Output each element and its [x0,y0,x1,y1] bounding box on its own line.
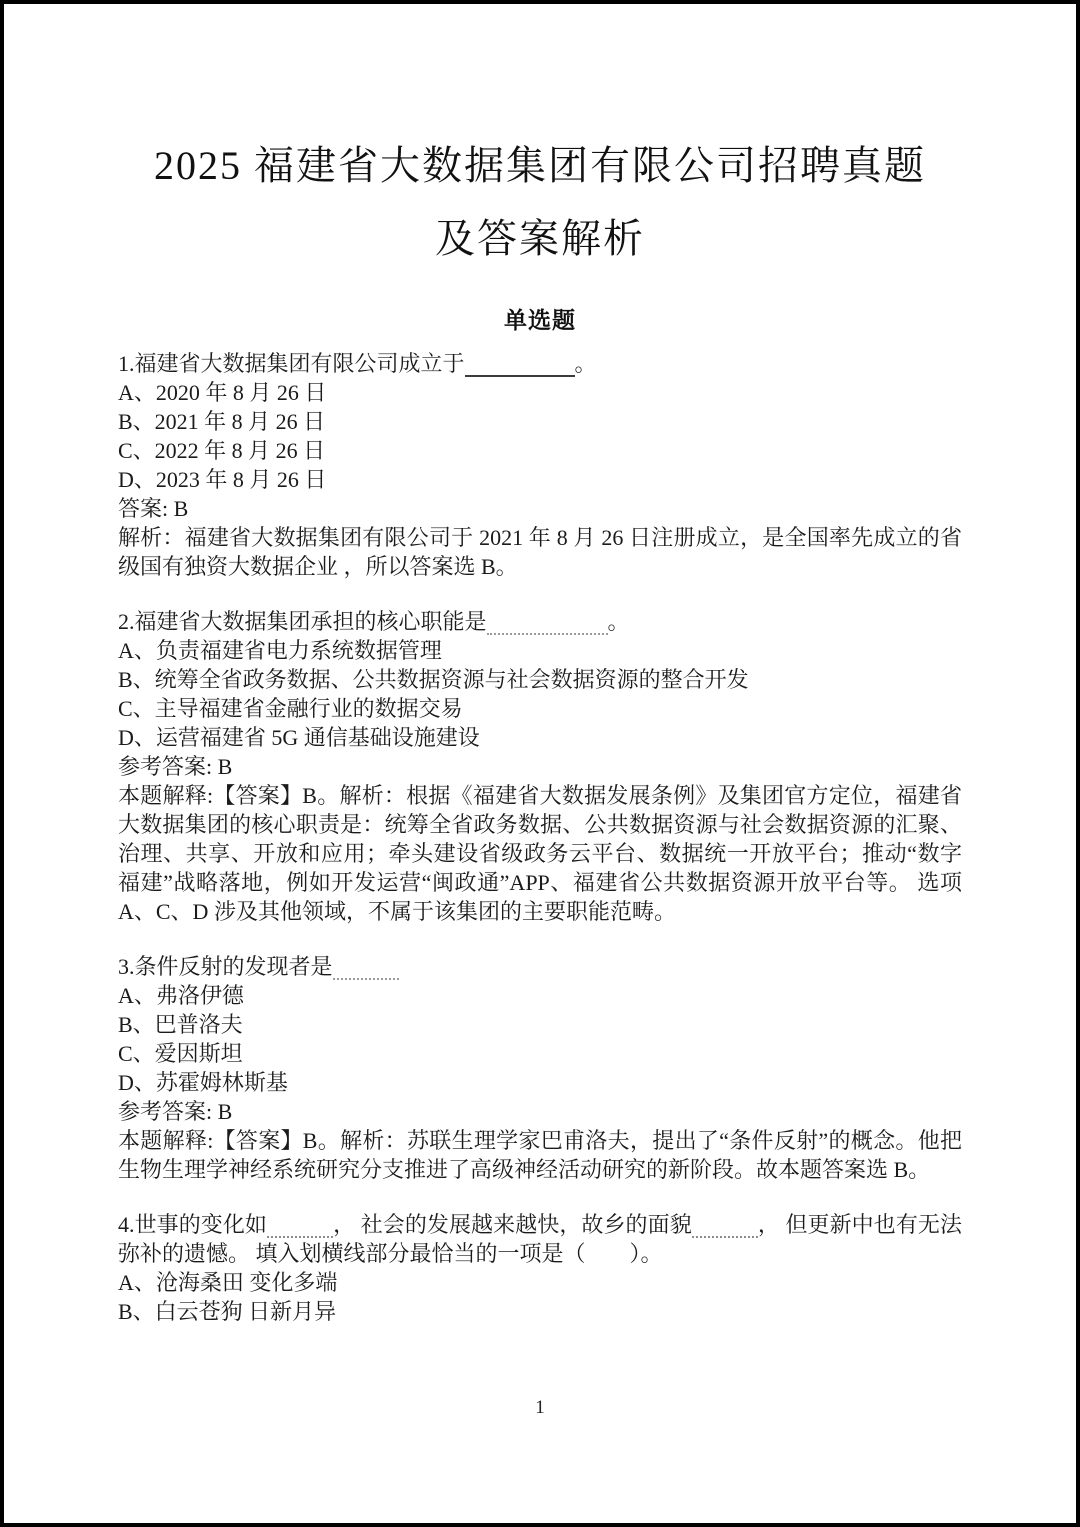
question-2-answer: 参考答案: B [118,753,233,779]
page-title [118,130,962,276]
question-3-option-c: C、爱因斯坦 [118,1040,243,1066]
question-2-option-c: C、主导福建省金融行业的数据交易 [118,695,463,721]
question-3-option-b: B、巴普洛夫 [118,1011,243,1037]
question-1-stem [118,349,962,378]
section-heading: 单选题 [504,307,576,333]
question-1-option-b: B、2021 年 8 月 26 日 [118,408,326,434]
question-3-stem-text: 3.条件反射的发现者是 [118,953,333,979]
question-1-option-a: A、2020 年 8 月 26 日 [118,379,327,405]
question-4-stem-text-2: ， 社会的发展越来越快，故乡的面貌 [333,1211,692,1237]
page-title-line1: 2025 福建省大数据集团有限公司招聘真题 [154,143,926,188]
question-4-option-a: A、沧海桑田 变化多端 [118,1269,338,1295]
question-2-stem [118,607,962,636]
question-4-blank-line-1 [267,1214,333,1238]
question-1-answer: 答案: B [118,495,189,521]
question-3 [118,952,962,1184]
question-1-stem-text: 1.福建省大数据集团有限公司成立于 [118,350,465,376]
question-1 [118,349,962,581]
question-1-explanation: 解析：福建省大数据集团有限公司于 2021 年 8 月 26 日注册成立，是全国率先成立的省级国有独资大数据企业 ，所以答案选 B。 [118,524,962,579]
question-2-stem-after: 。 [607,608,630,634]
question-1-option-d: D、2023 年 8 月 26 日 [118,466,327,492]
question-3-option-d: D、苏霍姆林斯基 [118,1069,288,1095]
question-3-explanation: 本题解释:【答案】B。解析：苏联生理学家巴甫洛夫，提出了“条件反射”的概念。他把生物生理学神经系统研究分支推进了高级神经活动研究的新阶段。故本题答案选 B。 [118,1127,962,1182]
question-4-stem-text-3: ， 但更新中也有无法弥补的遗憾。 填入划横线部分最恰当的一项是（ ）。 [118,1211,962,1266]
question-3-blank-line [333,956,399,980]
page-title-line2: 及答案解析 [435,215,645,261]
question-1-blank-line [465,353,575,377]
question-2-stem-text: 2.福建省大数据集团承担的核心职能是 [118,608,487,634]
question-2-explanation: 本题解释:【答案】B。解析：根据《福建省大数据发展条例》及集团官方定位，福建省大数据集团的核心职责是：统筹全省政务数据、公共数据资源与社会数据资源的汇聚、治理、共享、开放和应用；牵头建设省级政务云平台、数据统一开放平台；推动“数字福建”战略落地，例如开发运营“闽政通”APP、福建省公共数据资源开放平台等。 选项 A、C、D 涉及其他领域，不属于该集团的主要职能范畴。 [118,782,962,924]
question-3-answer: 参考答案: B [118,1098,233,1124]
question-1-stem-after: 。 [574,350,597,376]
question-4-option-b: B、白云苍狗 日新月异 [118,1298,337,1324]
question-4-stem [118,1210,962,1268]
question-4-blank-line-2 [692,1214,758,1238]
question-2-blank-line [487,611,608,635]
question-3-stem [118,952,962,981]
question-4-stem-text-1: 4.世事的变化如 [118,1211,267,1237]
question-1-option-c: C、2022 年 8 月 26 日 [118,437,326,463]
page-number: 1 [535,1397,545,1418]
question-2-option-a: A、负责福建省电力系统数据管理 [118,637,442,663]
question-3-option-a: A、弗洛伊德 [118,982,244,1008]
question-2-option-b: B、统筹全省政务数据、公共数据资源与社会数据资源的整合开发 [118,666,749,692]
question-2-option-d: D、运营福建省 5G 通信基础设施建设 [118,724,480,750]
question-4 [118,1210,962,1326]
question-2 [118,607,962,926]
